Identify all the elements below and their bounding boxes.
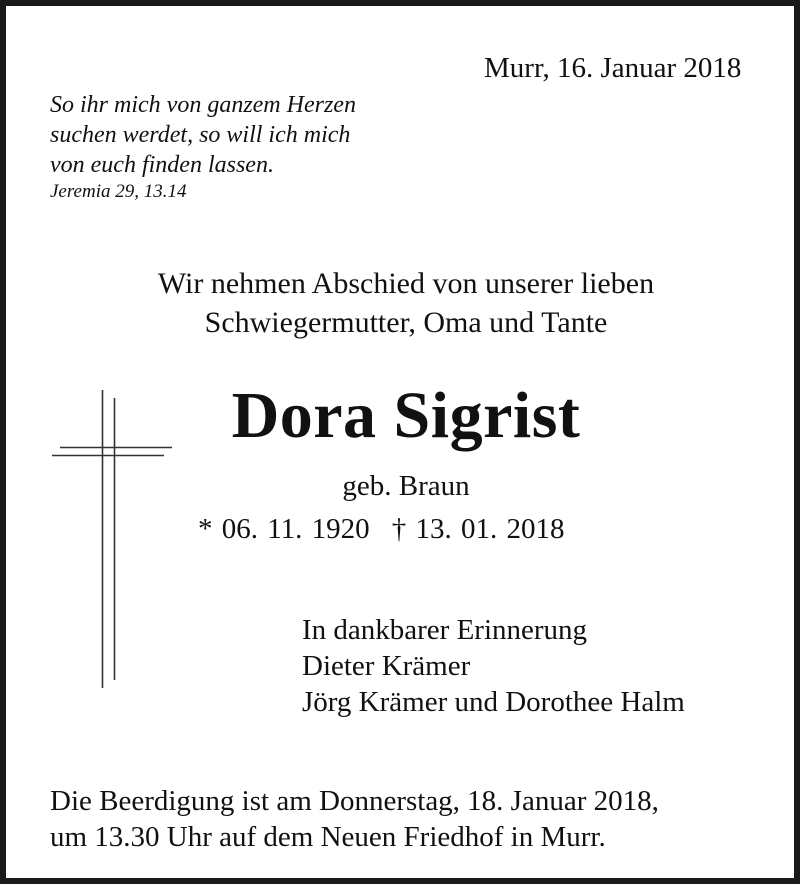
verse-line: von euch finden lassen. <box>50 152 274 178</box>
verse-line: suchen werdet, so will ich mich <box>50 122 351 148</box>
mourner-line: Jörg Krämer und Dorothee Halm <box>302 686 685 718</box>
mourners-block <box>302 612 685 720</box>
deceased-name: Dora Sigrist <box>231 379 581 452</box>
funeral-line: um 13.30 Uhr auf dem Neuen Friedhof in Murr. <box>50 821 606 853</box>
mourner-line: Dieter Krämer <box>302 650 471 682</box>
life-dates <box>198 511 564 547</box>
bible-verse <box>50 90 356 204</box>
verse-line: So ihr mich von ganzem Herzen <box>50 92 356 118</box>
maiden-name: geb. Braun <box>342 470 470 502</box>
mourner-line: In dankbarer Erinnerung <box>302 614 588 646</box>
funeral-line: Die Beerdigung ist am Donnerstag, 18. Januar 2018, <box>50 785 659 817</box>
funeral-notice <box>50 783 659 855</box>
intro-line: Wir nehmen Abschied von unserer lieben <box>157 267 655 300</box>
birth-date: * 06. 11. 1920 <box>198 513 370 545</box>
farewell-intro <box>6 264 800 342</box>
death-date: † 13. 01. 2018 <box>391 513 565 545</box>
date-line: Murr, 16. Januar 2018 <box>484 52 742 84</box>
verse-reference: Jeremia 29, 13.14 <box>50 181 187 202</box>
intro-line: Schwiegermutter, Oma und Tante <box>204 306 608 339</box>
